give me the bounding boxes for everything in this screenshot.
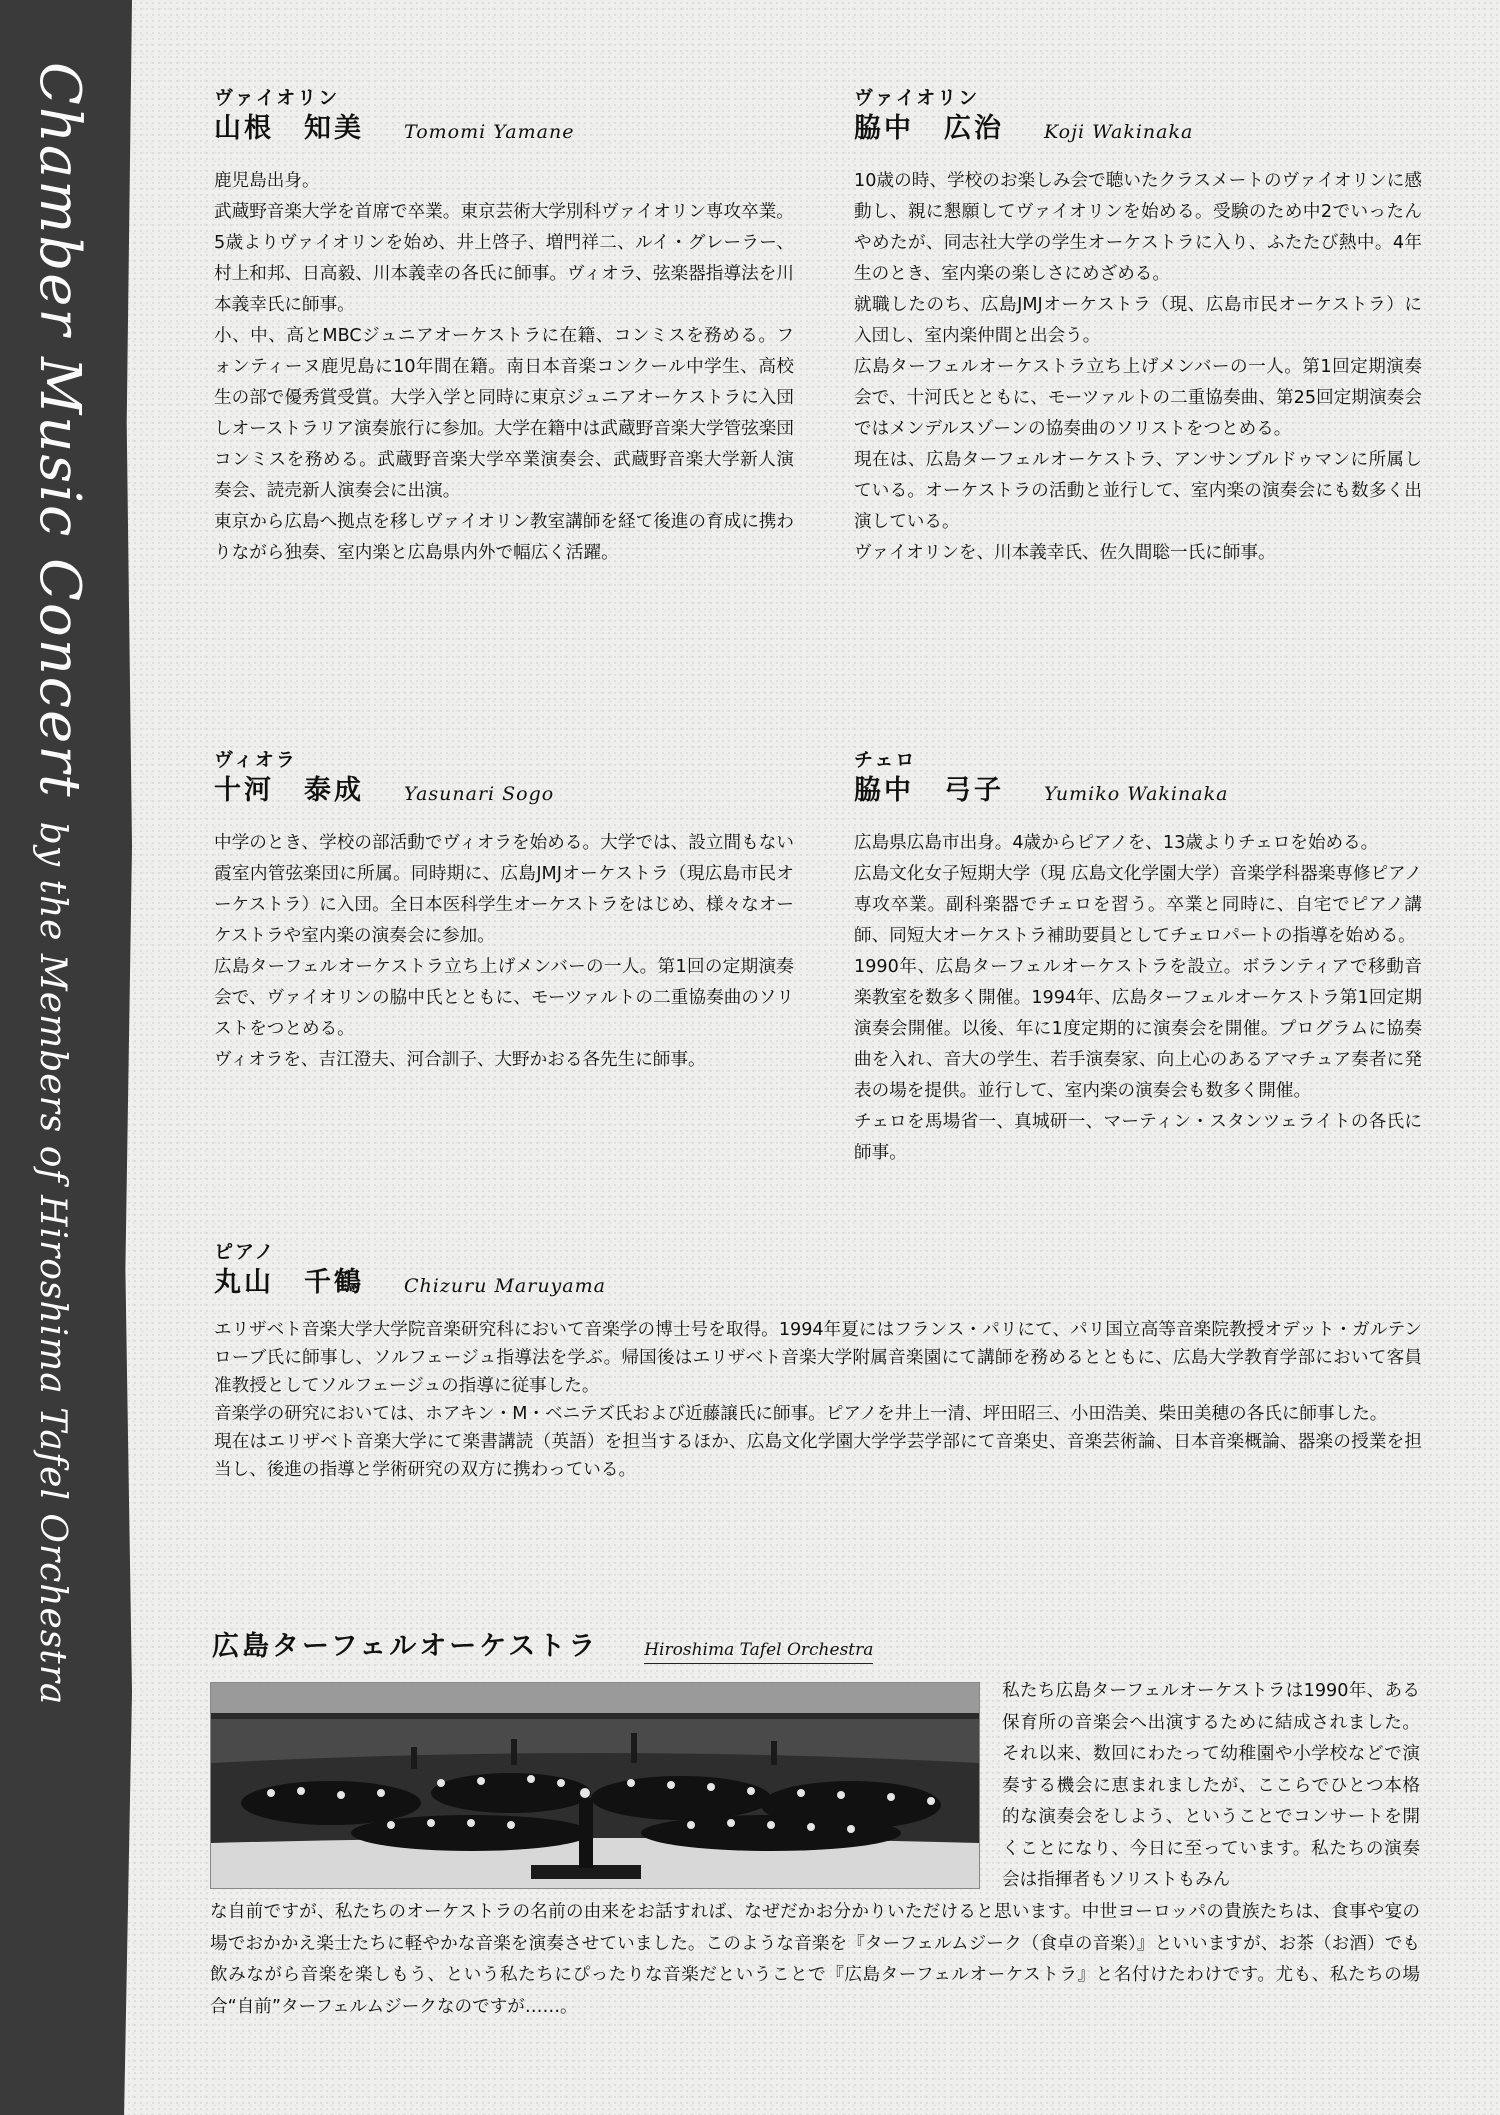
concert-subtitle: by the Members of Hiroshima Tafel Orchestra: [32, 821, 73, 1706]
bio-paragraph: 就職したのち、広島JMJオーケストラ（現、広島市民オーケストラ）に入団し、室内楽仲間と出会う。: [854, 295, 1422, 346]
bio-paragraph: 中学のとき、学校の部活動でヴィオラを始める。大学では、設立間もない霞室内管弦楽団に所属。同時期に、広島JMJオーケストラ（現広島市民オーケストラ）に入団。全日本医科学生オーケストラをはじめ、様々なオーケストラや室内楽の演奏会に参加。: [214, 833, 794, 946]
bio-paragraph: 武蔵野音楽大学を首席で卒業。東京芸術大学別科ヴァイオリン専攻卒業。: [214, 202, 794, 222]
orchestra-text-continued: [210, 1897, 1420, 2023]
role-label: ピアノ: [214, 1241, 276, 1263]
orchestra-romaji: Hiroshima Tafel Orchestra: [644, 1637, 873, 1664]
bio-paragraph: エリザベト音楽大学大学院音楽研究科において音楽学の博士号を取得。1994年夏にはフランス・パリにて、パリ国立高等音楽院教授オデット・ガルテンローブ氏に師事し、ソルフェージュ指導法を学ぶ。帰国後はエリザベト音楽大学附属音楽園にて講師を務めるとともに、広島大学教育学部において客員准教授としてソルフェージュの指導に従事した。: [214, 1320, 1422, 1396]
bio-paragraph: 広島ターフェルオーケストラ立ち上げメンバーの一人。第1回定期演奏会で、十河氏とともに、モーツァルトの二重協奏曲、第25回定期演奏会ではメンデルスゾーンの協奏曲のソリストをつとめる。: [854, 357, 1422, 439]
profile-k-wakinaka: [854, 86, 1422, 569]
orchestra-title: 広島ターフェルオーケストラ: [212, 1631, 599, 1662]
musician-bio: [214, 828, 794, 1076]
musician-romaji: Koji Wakinaka: [1044, 121, 1194, 143]
sidebar-title: [27, 62, 92, 1705]
bio-paragraph: 1990年、広島ターフェルオーケストラを設立。ボランティアで移動音楽教室を数多く開催。1994年、広島ターフェルオーケストラ第1回定期演奏会開催。以後、年に1度定期的に演奏会を開催。プログラムに協奏曲を入れ、音大の学生、若手演奏家、向上心のあるアマチュア奏者に発表の場を提供。並行して、室内楽の演奏会も数多く開催。: [854, 957, 1422, 1101]
bio-paragraph: 広島文化女子短期大学（現 広島文化学園大学）音楽学科器楽専修ピアノ専攻卒業。副科楽器でチェロを習う。卒業と同時に、自宅でピアノ講師、同短大オーケストラ補助要員としてチェロパートの指導を始める。: [854, 864, 1422, 946]
musician-name: 丸山 千鶴: [214, 1267, 364, 1298]
bio-paragraph: 音楽学の研究においては、ホアキン・M・ベニテズ氏および近藤譲氏に師事。ピアノを井上一清、坪田昭三、小田浩美、柴田美穂の各氏に師事した。: [214, 1404, 1388, 1424]
role-label: ヴァイオリン: [854, 87, 980, 109]
concert-title: Chamber Music Concert: [27, 62, 92, 799]
role-label: チェロ: [854, 749, 917, 771]
bio-paragraph: 小、中、高とMBCジュニアオーケストラに在籍、コンミスを務める。フォンティーヌ鹿児島に10年間在籍。南日本音楽コンクール中学生、高校生の部で優秀賞受賞。大学入学と同時に東京ジュニアオーケストラに入団しオーストラリア演奏旅行に参加。大学在籍中は武蔵野音楽大学管弦楽団コンミスを務める。武蔵野音楽大学卒業演奏会、武蔵野音楽大学新人演奏会、読売新人演奏会に出演。: [214, 326, 794, 501]
musician-name: 脇中 弓子: [854, 775, 1004, 806]
profile-yamane: [214, 86, 794, 569]
bio-paragraph: 10歳の時、学校のお楽しみ会で聴いたクラスメートのヴァイオリンに感動し、親に懇願してヴァイオリンを始める。受験のため中2でいったんやめたが、同志社大学の学生オーケストラに入り、ふたたび熱中。4年生のとき、室内楽の楽しさにめざめる。: [854, 171, 1422, 284]
musician-bio: [214, 1316, 1422, 1484]
orchestra-text: な自前ですが、私たちのオーケストラの名前の由来をお話すれば、なぜだかお分かりいただけると思います。中世ヨーロッパの貴族たちは、食事や宴の場でおかかえ楽士たちに軽やかな音楽を演奏させていました。このような音楽を『ターフェルムジーク（食卓の音楽）』といいますが、お茶（お酒）でも飲みながら音楽を楽しもう、という私たちにぴったりな音楽だということで『広島ターフェルオーケストラ』と名付けたわけです。尤も、私たちの場合“自前”ターフェルムジークなのですが……。: [210, 1902, 1420, 2017]
orchestra-photo: [210, 1682, 980, 1889]
bio-paragraph: 広島県広島市出身。4歳からピアノを、13歳よりチェロを始める。: [854, 833, 1379, 853]
musician-romaji: Yumiko Wakinaka: [1044, 783, 1229, 805]
bio-paragraph: 現在は、広島ターフェルオーケストラ、アンサンブルドゥマンに所属している。オーケストラの活動と並行して、室内楽の演奏会にも数多く出演している。: [854, 450, 1422, 532]
musician-name: 山根 知美: [214, 113, 364, 144]
bio-paragraph: 5歳よりヴァイオリンを始め、井上啓子、増門祥二、ルイ・グレーラー、村上和邦、日高毅、川本義幸の各氏に師事。ヴィオラ、弦楽器指導法を川本義幸氏に師事。: [214, 233, 794, 315]
musician-name: 脇中 広治: [854, 113, 1004, 144]
bio-paragraph: ヴィオラを、吉江澄夫、河合訓子、大野かおる各先生に師事。: [214, 1050, 706, 1070]
musician-romaji: Tomomi Yamane: [404, 121, 575, 143]
musician-bio: [854, 828, 1422, 1169]
bio-paragraph: 東京から広島へ拠点を移しヴァイオリン教室講師を経て後進の育成に携わりながら独奏、室内楽と広島県内外で幅広く活躍。: [214, 512, 794, 563]
orchestra-intro: [1002, 1676, 1420, 1897]
profile-y-wakinaka: [854, 748, 1422, 1169]
role-label: ヴァイオリン: [214, 87, 340, 109]
musician-bio: [214, 166, 794, 569]
orchestra-heading: [212, 1630, 873, 1664]
profile-maruyama: [214, 1240, 1422, 1484]
musician-name: 十河 泰成: [214, 775, 364, 806]
profile-sogo: [214, 748, 794, 1076]
musician-bio: [854, 166, 1422, 569]
bio-paragraph: 広島ターフェルオーケストラ立ち上げメンバーの一人。第1回の定期演奏会で、ヴァイオリンの脇中氏とともに、モーツァルトの二重協奏曲のソリストをつとめる。: [214, 957, 794, 1039]
musician-romaji: Yasunari Sogo: [404, 783, 555, 805]
bio-paragraph: チェロを馬場省一、真城研一、マーティン・スタンツェライトの各氏に師事。: [854, 1112, 1422, 1163]
role-label: ヴィオラ: [214, 749, 297, 771]
bio-paragraph: 鹿児島出身。: [214, 171, 320, 191]
musician-romaji: Chizuru Maruyama: [404, 1275, 606, 1297]
orchestra-text: 私たち広島ターフェルオーケストラは1990年、ある保育所の音楽会へ出演するために結成されました。それ以来、数回にわたって幼稚園や小学校などで演奏する機会に恵まれましたが、ここらでひとつ本格的な演奏会をしよう、ということでコンサートを開くことになり、今日に至っています。私たちの演奏会は指揮者もソリストもみん: [1002, 1681, 1420, 1890]
bio-paragraph: 現在はエリザベト音楽大学にて楽書講読（英語）を担当するほか、広島文化学園大学学芸学部にて音楽史、音楽芸術論、日本音楽概論、器楽の授業を担当し、後進の指導と学術研究の双方に携わっている。: [214, 1432, 1422, 1480]
bio-paragraph: ヴァイオリンを、川本義幸氏、佐久間聡一氏に師事。: [854, 543, 1276, 563]
